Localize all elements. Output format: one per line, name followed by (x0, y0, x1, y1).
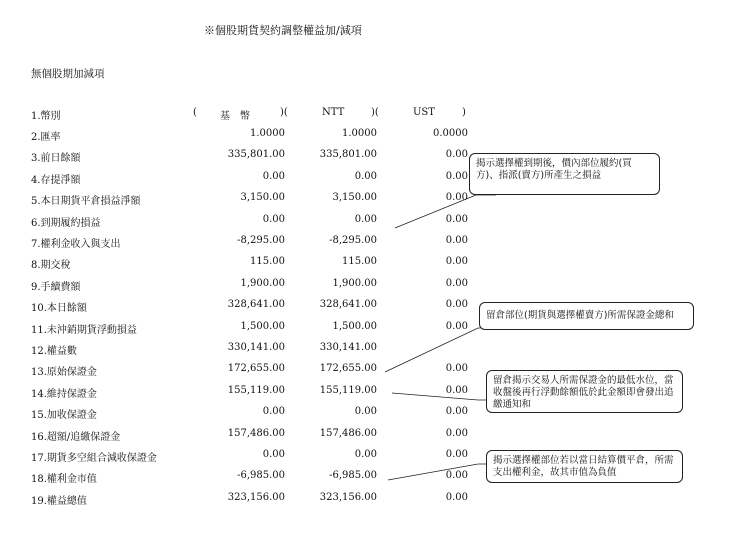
value-ntt: 1.0000 (342, 128, 377, 139)
page-subtitle: 無個股期加減項 (31, 68, 105, 80)
callout-2-connector (385, 328, 490, 375)
value-base: 157,486.00 (227, 427, 285, 439)
currency-ust-label: UST (413, 107, 435, 118)
callout-4-connector (388, 464, 490, 480)
row-label: 17.期貨多空組合減收保證金 (31, 453, 157, 464)
currency-base-label: 基 幣 (220, 111, 250, 122)
value-ust: 0.00 (445, 170, 468, 182)
value-base: 0.00 (262, 449, 285, 460)
value-base: -8,295.00 (237, 235, 285, 246)
value-base: 172,655.00 (227, 363, 285, 375)
value-base: 1,500.00 (240, 320, 285, 332)
callout-initial-margin: 留倉部位(期貨與選擇權賣方)所需保證金總和 (479, 302, 694, 330)
value-ntt: 0.00 (354, 406, 377, 418)
row-label: 3.前日餘額 (31, 153, 81, 165)
value-ntt: 1,500.00 (332, 320, 377, 332)
value-ust: 0.00 (445, 192, 468, 204)
currency-close-paren-1: )( (280, 107, 288, 118)
value-ntt: -8,295.00 (329, 235, 377, 246)
value-base: 1.0000 (250, 128, 285, 139)
value-ust: 0.0000 (433, 128, 468, 139)
value-ntt: 330,141.00 (319, 342, 377, 353)
value-ust: 0.00 (445, 213, 468, 225)
currency-open-paren: ( (193, 107, 197, 118)
row-label: 7.權利金收入與支出 (31, 239, 121, 250)
value-ntt: 323,156.00 (319, 491, 377, 503)
row-label: 9.手續費額 (31, 281, 81, 293)
value-ust: 0.00 (445, 299, 468, 311)
value-ust: 0.00 (445, 406, 468, 418)
value-base: 0.00 (262, 406, 285, 418)
value-ntt: 157,486.00 (319, 427, 377, 439)
value-ntt: 0.00 (354, 213, 377, 225)
value-ntt: -6,985.00 (329, 470, 377, 482)
value-base: 0.00 (262, 213, 285, 225)
row-label: 18.權利金市值 (31, 474, 97, 486)
value-base: 155,119.00 (227, 384, 285, 396)
value-ust: 0.00 (445, 449, 468, 460)
value-ntt: 328,641.00 (319, 299, 377, 311)
value-base: 335,801.00 (227, 149, 285, 161)
value-ust: 0.00 (445, 149, 468, 161)
value-base: 3,150.00 (240, 192, 285, 204)
row-label: 15.加收保證金 (31, 410, 97, 422)
currency-close-paren-2: )( (371, 107, 379, 118)
value-base: 0.00 (262, 170, 285, 182)
value-base: 330,141.00 (227, 342, 285, 353)
row-label: 16.超額/追繳保證金 (31, 431, 121, 443)
callout-1-connector (395, 195, 496, 228)
value-ntt: 115.00 (342, 256, 377, 268)
value-ntt: 0.00 (354, 170, 377, 182)
value-ust: 0.00 (445, 256, 468, 268)
row-label: 19.權益總值 (31, 495, 87, 507)
row-label: 11.未沖銷期貨浮動損益 (31, 324, 137, 336)
value-ntt: 0.00 (354, 449, 377, 460)
callout-exercise-pnl: 揭示選擇權到期後，價內部位履約(買方)、指派(賣方)所產生之損益 (469, 153, 660, 195)
page-title: ※個股期貨契約調整權益加/減項 (204, 24, 362, 37)
row-label: 5.本日期貨平倉損益淨額 (31, 196, 141, 208)
currency-close-paren-3: ) (462, 107, 466, 118)
value-ntt: 1,900.00 (332, 277, 377, 289)
value-base: 328,641.00 (227, 299, 285, 311)
callout-maintenance-margin: 留倉揭示交易人所需保證金的最低水位，當收盤後再行浮動餘額低於此金額即會發出追繳通知和 (486, 370, 683, 413)
row-label: 13.原始保證金 (31, 367, 97, 379)
callout-option-market-value: 揭示選擇權部位若以當日結算價平倉，所需支出權利金，故其市值為負值 (486, 450, 683, 483)
value-ust: 0.00 (445, 491, 468, 503)
row-label: 2.匯率 (31, 132, 61, 143)
value-ust: 0.00 (445, 363, 468, 375)
value-ust: 0.00 (445, 427, 468, 439)
value-base: 1,900.00 (240, 277, 285, 289)
value-ust: 0.00 (445, 320, 468, 332)
row-label: 12.權益數 (31, 346, 77, 357)
row-label: 4.存提淨額 (31, 174, 81, 186)
row-label: 6.到期履約損益 (31, 217, 101, 229)
value-ust: 0.00 (445, 235, 468, 246)
value-ust: 0.00 (445, 384, 468, 396)
row-label: 14.維持保證金 (31, 388, 97, 400)
value-ntt: 172,655.00 (319, 363, 377, 375)
currency-label: 1.幣別 (31, 111, 61, 122)
currency-ntt-label: NTT (322, 107, 345, 118)
value-ust: 0.00 (445, 470, 468, 482)
value-ntt: 155,119.00 (319, 384, 377, 396)
row-label: 10.本日餘額 (31, 303, 87, 315)
callout-3-connector (392, 393, 490, 400)
row-label: 8.期交稅 (31, 260, 71, 272)
value-base: 115.00 (250, 256, 285, 268)
value-ntt: 335,801.00 (319, 149, 377, 161)
value-ntt: 3,150.00 (332, 192, 377, 204)
value-ust: 0.00 (445, 277, 468, 289)
value-base: -6,985.00 (237, 470, 285, 482)
value-base: 323,156.00 (227, 491, 285, 503)
